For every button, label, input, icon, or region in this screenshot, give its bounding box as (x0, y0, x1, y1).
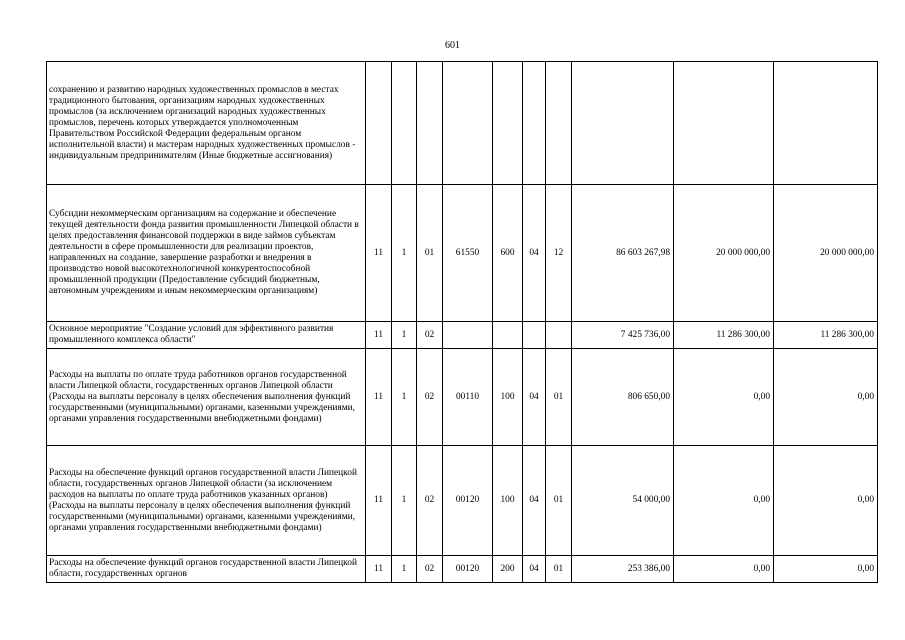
table-row (47, 185, 878, 322)
cell-amount-year3: 20 000 000,00 (774, 185, 878, 322)
cell-description: сохранению и развитию народных художественных промыслов в местах традиционного бытования, организациям народных художественных промыслов (за исключением организаций народных художественных промыслов, перечень которых утверждается уполномоченным Правительством Российской Федерации федеральным органом исполнительной власти) и мастерам народных художественных промыслов - индивидуальным предпринимателям (Иные бюджетные ассигнования) (47, 62, 366, 185)
cell-section: 04 (523, 556, 546, 583)
cell-event: 01 (417, 185, 443, 322)
cell-section: 04 (523, 349, 546, 446)
cell-section (523, 62, 546, 185)
cell-expense-type (493, 322, 523, 349)
cell-subprogram: 1 (392, 556, 417, 583)
cell-event: 02 (417, 446, 443, 556)
cell-expense-type: 100 (493, 446, 523, 556)
cell-amount-year2 (674, 62, 774, 185)
cell-subprogram: 1 (392, 446, 417, 556)
cell-description: Основное мероприятие "Создание условий для эффективного развития промышленного комплекса области" (47, 322, 366, 349)
cell-amount-year2: 0,00 (674, 446, 774, 556)
table-row (47, 446, 878, 556)
cell-program: 11 (366, 446, 392, 556)
cell-subprogram: 1 (392, 349, 417, 446)
cell-expense-type (493, 62, 523, 185)
cell-expense-type: 100 (493, 349, 523, 446)
budget-table (46, 61, 878, 583)
cell-direction: 00110 (443, 349, 493, 446)
cell-description: Субсидии некоммерческим организациям на содержание и обеспечение текущей деятельности фонда развития промышленности Липецкой области в целях предоставления финансовой поддержки в виде займов субъектам деятельности в сфере промышленности для реализации проектов, направленных на создание, завершение разработки и внедрения в производство новой высокотехнологичной конкурентоспособной промышленной продукции (Предоставление субсидий бюджетным, автономным учреждениям и иным некоммерческим организациям) (47, 185, 366, 322)
cell-amount-year1: 806 650,00 (572, 349, 674, 446)
cell-amount-year3: 0,00 (774, 556, 878, 583)
cell-amount-year1 (572, 62, 674, 185)
cell-event: 02 (417, 349, 443, 446)
cell-description: Расходы на выплаты по оплате труда работников органов государственной власти Липецкой области, государственных органов Липецкой области (Расходы на выплаты персоналу в целях обеспечения выполнения функций государственными (муниципальными) органами, казенными учреждениями, органами управления государственными внебюджетными фондами) (47, 349, 366, 446)
cell-amount-year2: 20 000 000,00 (674, 185, 774, 322)
cell-section: 04 (523, 446, 546, 556)
cell-direction: 61550 (443, 185, 493, 322)
cell-amount-year2: 11 286 300,00 (674, 322, 774, 349)
cell-direction (443, 62, 493, 185)
cell-event (417, 62, 443, 185)
cell-direction (443, 322, 493, 349)
cell-section: 04 (523, 185, 546, 322)
cell-subsection (546, 322, 572, 349)
cell-program: 11 (366, 322, 392, 349)
table-row (47, 322, 878, 349)
cell-amount-year1: 7 425 736,00 (572, 322, 674, 349)
cell-amount-year3: 0,00 (774, 446, 878, 556)
page-number: 601 (445, 40, 460, 51)
cell-subsection: 12 (546, 185, 572, 322)
table-row (47, 556, 878, 583)
cell-program: 11 (366, 349, 392, 446)
cell-description: Расходы на обеспечение функций органов государственной власти Липецкой области, государственных органов Липецкой области (за исключением расходов на выплаты по оплате труда работников указанных органов) (Расходы на выплаты персоналу в целях обеспечения выполнения функций государственными (муниципальными) органами, казенными учреждениями, органами управления государственными внебюджетными фондами) (47, 446, 366, 556)
cell-subsection: 01 (546, 349, 572, 446)
cell-subsection: 01 (546, 556, 572, 583)
cell-direction: 00120 (443, 446, 493, 556)
cell-amount-year1: 86 603 267,98 (572, 185, 674, 322)
cell-amount-year2: 0,00 (674, 556, 774, 583)
cell-event: 02 (417, 556, 443, 583)
cell-description: Расходы на обеспечение функций органов государственной власти Липецкой области, государственных органов (47, 556, 366, 583)
cell-amount-year1: 253 386,00 (572, 556, 674, 583)
cell-section (523, 322, 546, 349)
cell-amount-year3 (774, 62, 878, 185)
cell-program: 11 (366, 185, 392, 322)
cell-amount-year1: 54 000,00 (572, 446, 674, 556)
cell-program (366, 62, 392, 185)
cell-direction: 00120 (443, 556, 493, 583)
cell-subprogram: 1 (392, 322, 417, 349)
cell-amount-year3: 11 286 300,00 (774, 322, 878, 349)
cell-amount-year3: 0,00 (774, 349, 878, 446)
table-row (47, 62, 878, 185)
cell-event: 02 (417, 322, 443, 349)
cell-expense-type: 600 (493, 185, 523, 322)
cell-expense-type: 200 (493, 556, 523, 583)
table-row (47, 349, 878, 446)
cell-subsection (546, 62, 572, 185)
cell-amount-year2: 0,00 (674, 349, 774, 446)
cell-subprogram (392, 62, 417, 185)
cell-subprogram: 1 (392, 185, 417, 322)
cell-program: 11 (366, 556, 392, 583)
cell-subsection: 01 (546, 446, 572, 556)
